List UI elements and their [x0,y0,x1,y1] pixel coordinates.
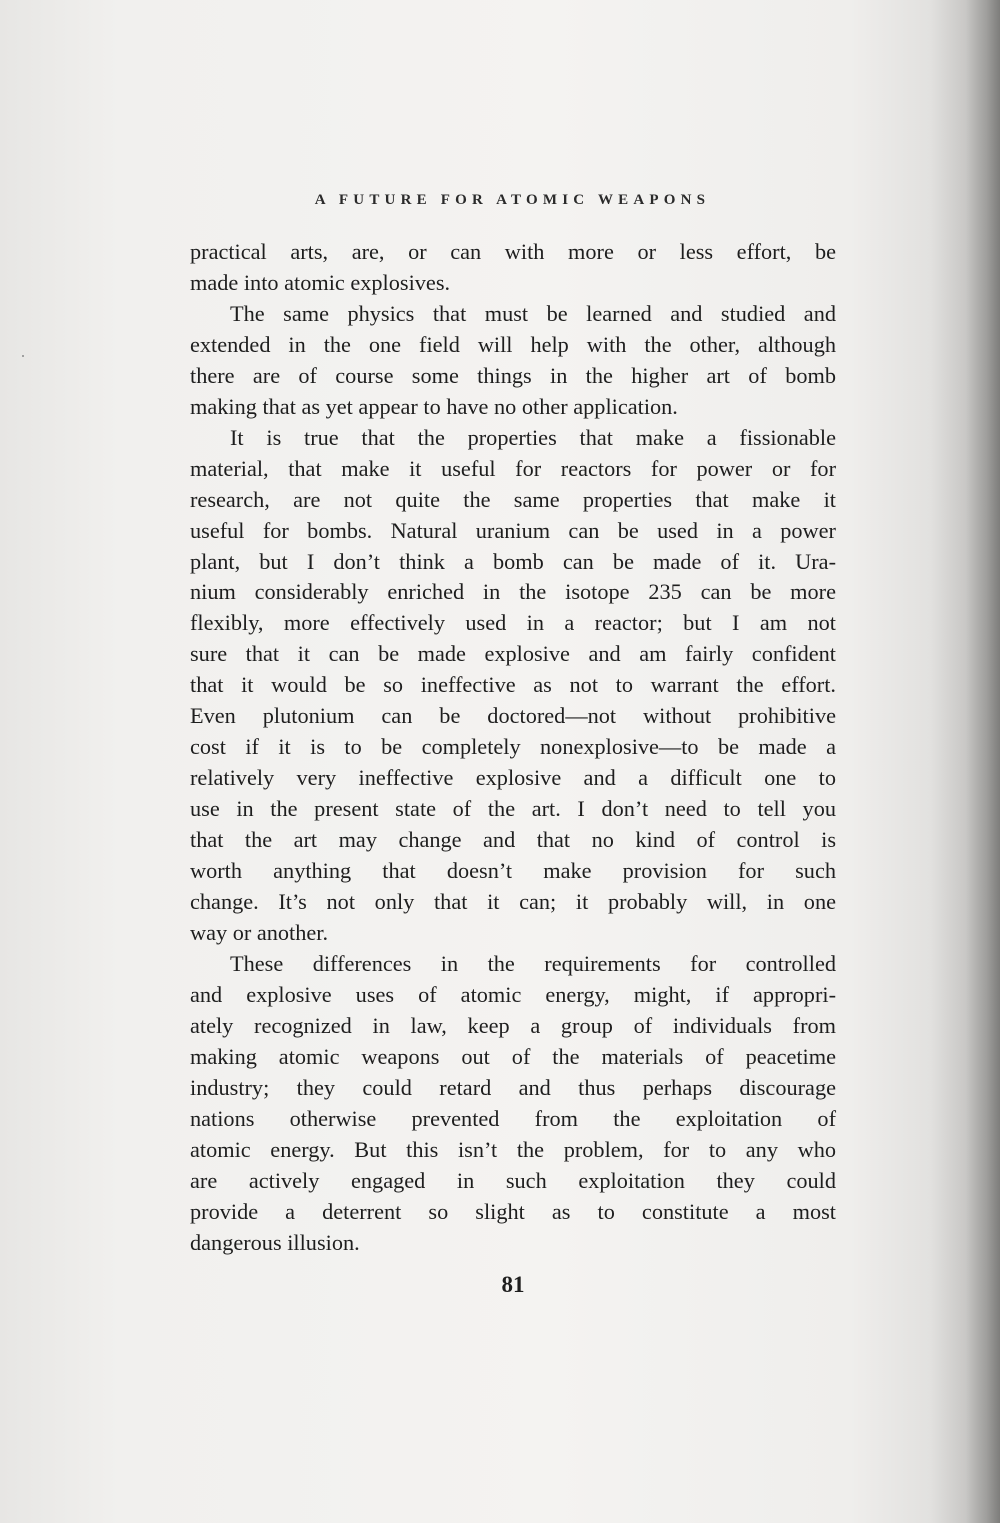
text-line: that the art may change and that no kind of control is [190,827,836,853]
paragraph-1 [190,237,836,299]
running-head: A FUTURE FOR ATOMIC WEAPONS [314,192,711,208]
text-line: The same physics that must be learned and studied and [230,300,836,326]
text-line: making that as yet appear to have no other application. [190,393,678,419]
text-line: change. It’s not only that it can; it probably will, in one [190,889,836,915]
text-line: and explosive uses of atomic energy, might, if appropri- [190,981,836,1007]
text-line: there are of course some things in the higher art of bomb [190,362,836,388]
text-line: use in the present state of the art. I don’t need to tell you [190,796,836,822]
text-line: sure that it can be made explosive and am fairly confident [190,641,836,667]
text-line: flexibly, more effectively used in a reactor; but I am not [190,610,836,636]
paragraph-2 [190,299,836,423]
text-line: practical arts, are, or can with more or less effort, be [190,239,836,264]
margin-speck [22,355,24,357]
text-line: atomic energy. But this isn’t the problem, for to any who [190,1136,836,1162]
text-line: nations otherwise prevented from the exploitation of [190,1105,836,1131]
gutter-shadow [966,0,1000,1523]
text-line: way or another. [190,919,329,945]
text-line: nium considerably enriched in the isotope 235 can be more [190,579,836,605]
text-line: cost if it is to be completely nonexplosive—to be made a [190,734,836,760]
text-line: dangerous illusion. [190,1229,360,1255]
text-line: relatively very ineffective explosive and a difficult one to [190,765,836,791]
text-line: that it would be so ineffective as not to warrant the effort. [190,672,836,698]
paragraph-4 [190,949,836,1259]
text-line: ately recognized in law, keep a group of individuals from [190,1012,836,1038]
text-line: research, are not quite the same properties that make it [190,486,836,512]
paragraph-3 [190,423,836,949]
text-line: provide a deterrent so slight as to constitute a most [190,1198,836,1224]
body-text [190,237,836,1258]
text-line: plant, but I don’t think a bomb can be made of it. Ura- [190,548,836,574]
text-line: It is true that the properties that make a fissionable [230,424,836,450]
text-line: Even plutonium can be doctored—not without prohibitive [190,703,836,729]
text-line: are actively engaged in such exploitation they could [190,1167,836,1193]
text-line: industry; they could retard and thus perhaps discourage [190,1074,836,1100]
text-line: making atomic weapons out of the materials of peacetime [190,1043,836,1069]
text-line: worth anything that doesn’t make provision for such [190,858,836,884]
text-line: extended in the one field will help with the other, although [190,331,836,357]
text-line: These differences in the requirements for controlled [230,950,836,976]
text-line: made into atomic explosives. [190,269,451,295]
text-line: useful for bombs. Natural uranium can be used in a power [190,517,836,543]
text-line: material, that make it useful for reactors for power or for [190,455,836,481]
page-number: 81 [501,1272,525,1297]
